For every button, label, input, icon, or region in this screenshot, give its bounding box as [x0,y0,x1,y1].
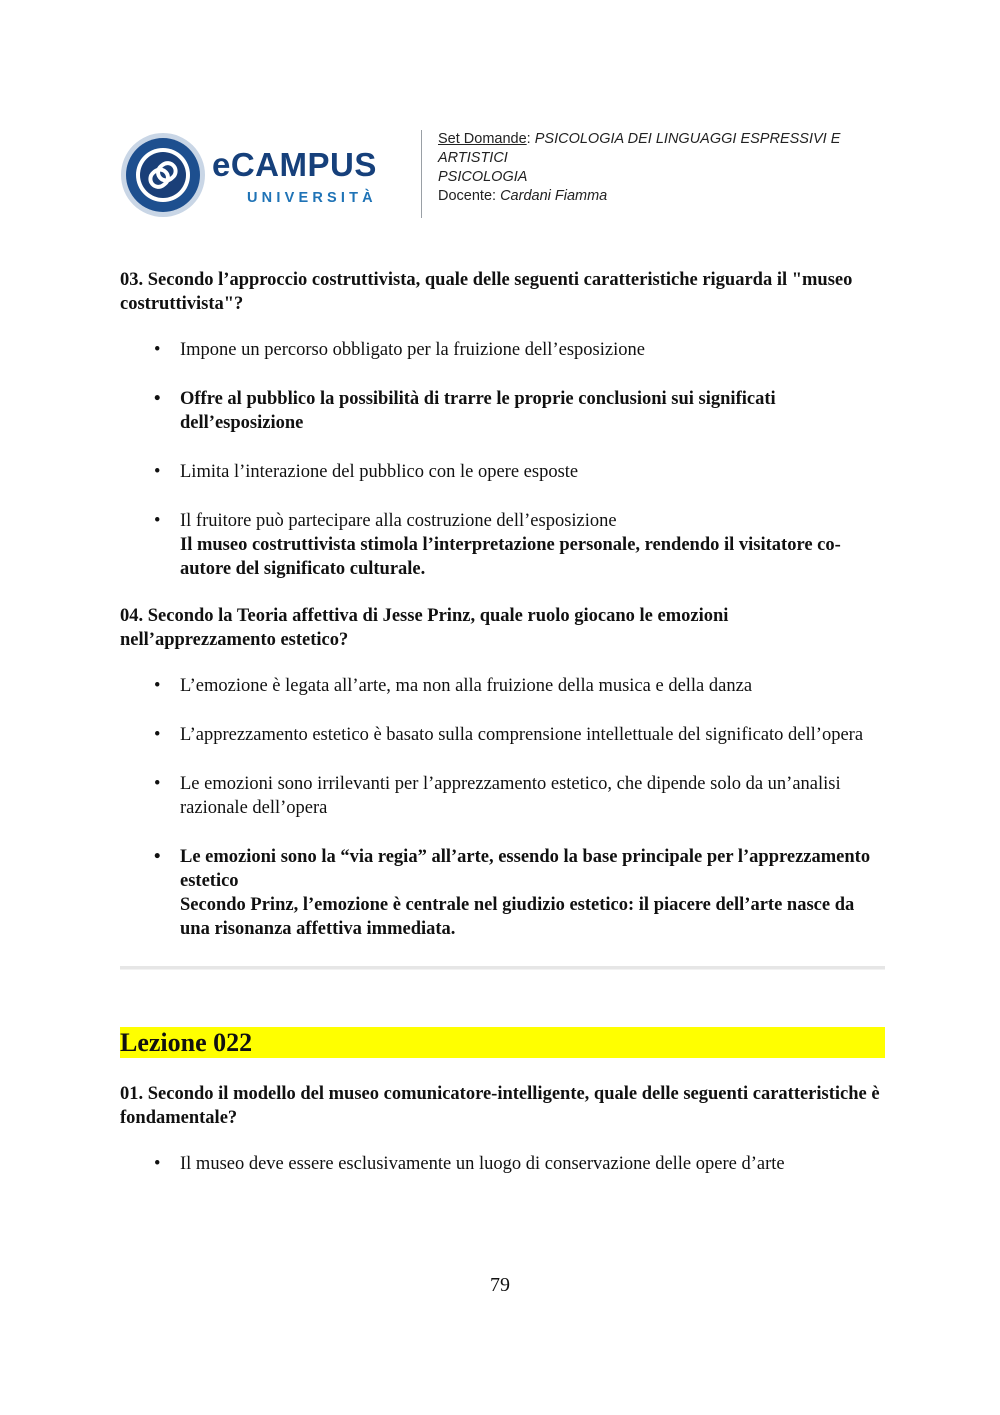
set-line [438,130,888,149]
page-number: 79 [490,1274,510,1296]
answer-option [120,460,885,484]
answer-explanation: Secondo Prinz, l’emozione è centrale nel giudizio estetico: il piacere dell’arte nasce da una risonanza affettiva immediata. [180,895,855,939]
answer-text: Impone un percorso obbligato per la fruizione dell’esposizione [180,340,645,360]
answer-option-correct [120,387,885,435]
bullet-icon: • [154,1154,161,1174]
docente-label: Docente: [438,188,497,204]
set-title-cont: ARTISTICI [438,150,508,166]
answer-option [120,338,885,362]
bullet-icon: • [154,774,161,794]
answer-option [120,674,885,698]
set-title: PSICOLOGIA DEI LINGUAGGI ESPRESSIVI E [534,131,841,147]
answer-text: L’apprezzamento estetico è basato sulla comprensione intellettuale del significato dell’opera [180,725,864,745]
bullet-icon: • [154,389,161,409]
answer-list [120,338,885,581]
answer-text: Le emozioni sono la “via regia” all’arte, essendo la base principale per l’apprezzamento estetico [180,847,871,891]
page-header [120,128,880,223]
bullet-icon: • [154,340,161,360]
ecampus-seal-logo [120,132,206,218]
bullet-icon: • [154,725,161,745]
answer-option [120,772,885,820]
lesson-heading: Lezione 022 [120,1027,885,1058]
answer-option [120,509,885,581]
answer-option [120,723,885,747]
answer-option-correct [120,845,885,941]
bullet-icon: • [154,511,161,531]
set-label: Set Domande [438,131,527,147]
bullet-icon: • [154,847,161,867]
docente-line [438,187,888,206]
question-title: 03. Secondo l’approccio costruttivista, quale delle seguenti caratteristiche riguarda il "museo costruttivista"? [120,270,853,314]
answer-text: Il museo deve essere esclusivamente un luogo di conservazione delle opere d’arte [180,1154,785,1174]
bullet-icon: • [154,676,161,696]
bullet-icon: • [154,462,161,482]
answer-text: Limita l’interazione del pubblico con le opere esposte [180,462,579,482]
subject-name: PSICOLOGIA [438,169,528,185]
header-divider [421,130,422,218]
question-title: 01. Secondo il modello del museo comunicatore-intelligente, quale delle seguenti caratteristiche è fondamentale? [120,1084,880,1128]
section-separator [120,966,885,970]
logo-sub-text: UNIVERSITÀ [247,190,377,206]
logo-brand-text: eCAMPUS [212,146,377,183]
answer-list [120,1152,885,1176]
answer-text: L’emozione è legata all’arte, ma non alla fruizione della musica e della danza [180,676,753,696]
answer-option [120,1152,885,1176]
answer-text: Il fruitore può partecipare alla costruzione dell’esposizione [180,511,617,531]
docente-name: Cardani Fiamma [500,188,608,204]
answer-text: Le emozioni sono irrilevanti per l’apprezzamento estetico, che dipende solo da un’analisi razionale dell’opera [180,774,841,818]
answer-list [120,674,885,941]
course-info [438,130,888,206]
ecampus-wordmark [212,146,412,216]
set-colon: : [526,131,535,147]
answer-explanation: Il museo costruttivista stimola l’interpretazione personale, rendendo il visitatore co-autore del significato culturale. [180,535,841,579]
page-content [120,268,885,1201]
question-title: 04. Secondo la Teoria affettiva di Jesse Prinz, quale ruolo giocano le emozioni nell’apprezzamento estetico? [120,606,729,650]
answer-text: Offre al pubblico la possibilità di trarre le proprie conclusioni sui significati dell’esposizione [180,389,776,433]
